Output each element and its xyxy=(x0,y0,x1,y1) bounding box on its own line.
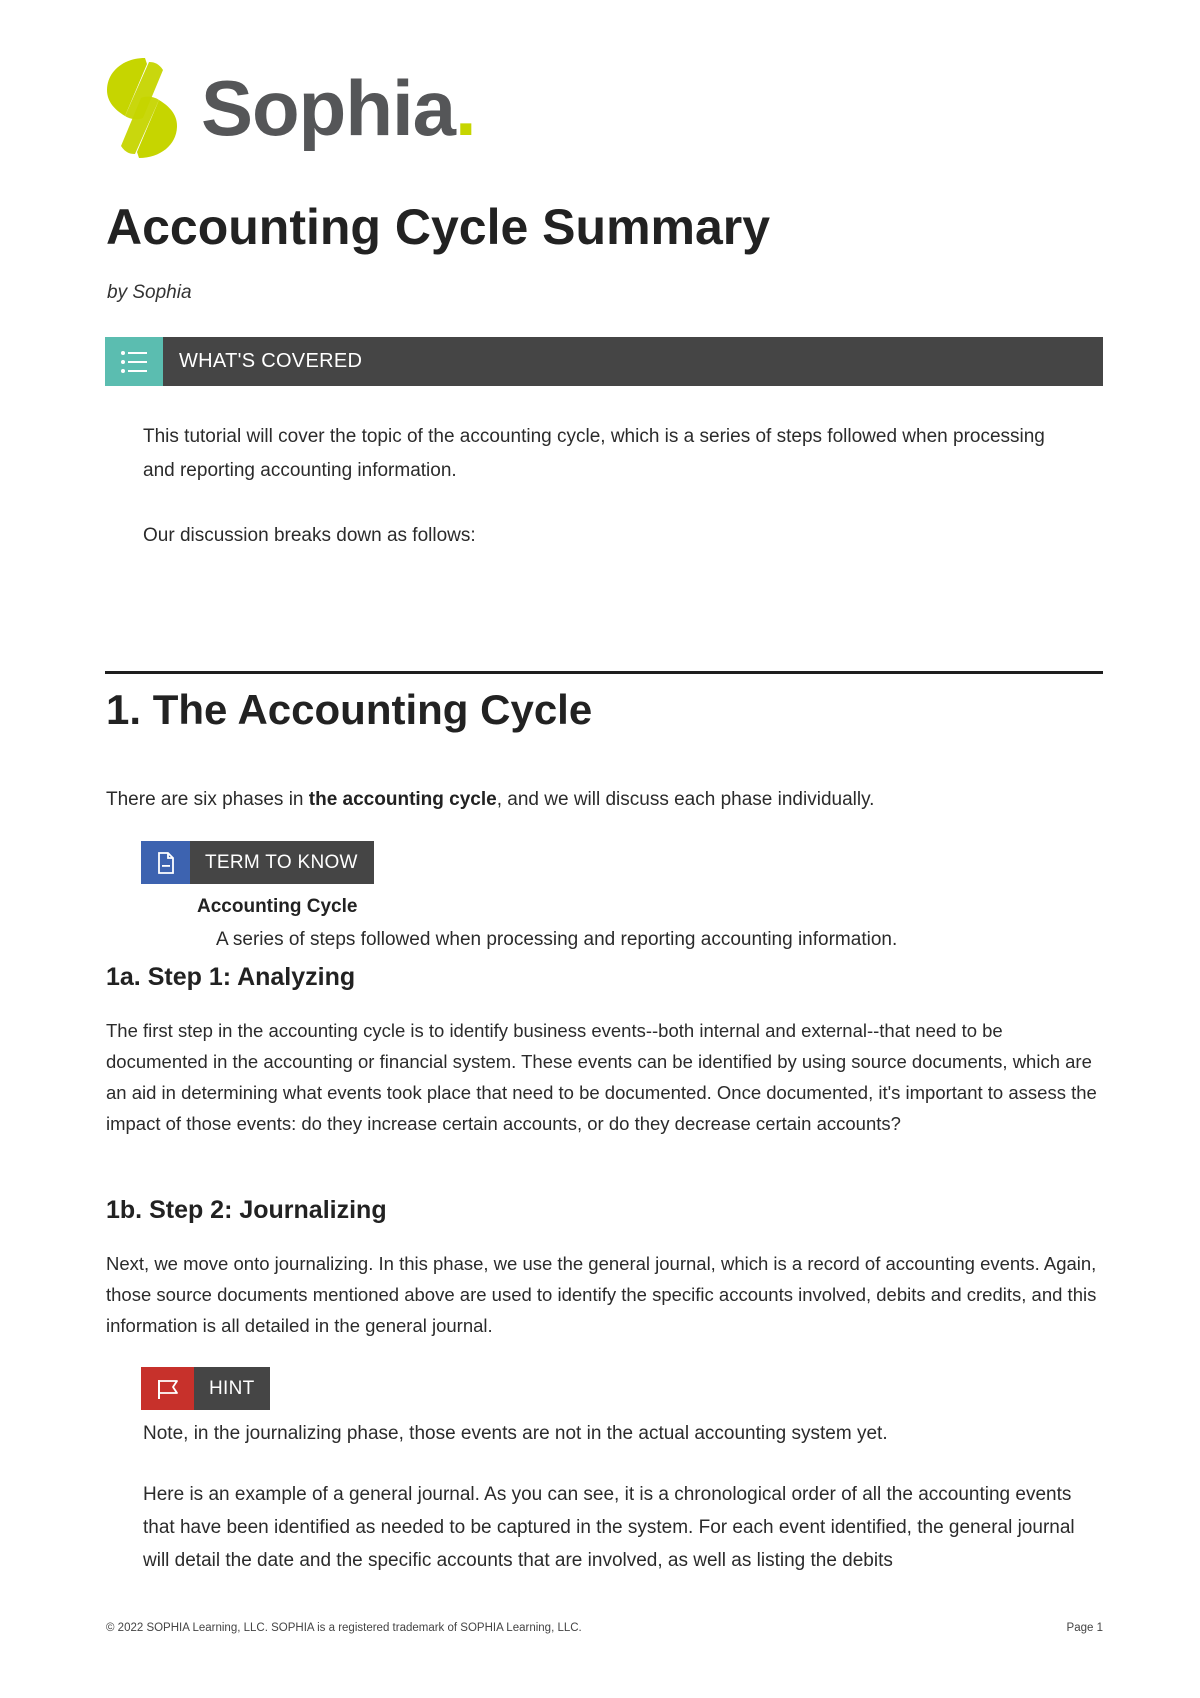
footer-page-number: Page 1 xyxy=(1066,1622,1103,1634)
hint-text: Note, in the journalizing phase, those events are not in the actual accounting system yet. xyxy=(143,1423,888,1444)
section-intro: There are six phases in the accounting cycle, and we will discuss each phase individually. xyxy=(106,789,875,810)
hint-banner xyxy=(141,1367,270,1410)
step1-paragraph: The first step in the accounting cycle is to identify business events--both internal and external--that need to be documented in the accounting or financial system. These events can be identified by using source documents, which are an aid in determining what events took place that need to be documented. Once documented, it's important to assess the impact of those events: do they increase certain accounts, or do they decrease certain accounts? xyxy=(106,1020,1097,1134)
hint-label: HINT xyxy=(194,1367,270,1410)
whats-covered-label: WHAT'S COVERED xyxy=(163,337,1103,386)
sophia-logo-wordmark: Sophia. xyxy=(201,63,476,152)
flag-icon xyxy=(141,1367,194,1410)
covered-paragraph: This tutorial will cover the topic of the accounting cycle, which is a series of steps followed when processing and reporting accounting information. xyxy=(143,426,1045,481)
document-icon xyxy=(141,841,190,884)
footer-copyright: © 2022 SOPHIA Learning, LLC. SOPHIA is a registered trademark of SOPHIA Learning, LLC. xyxy=(106,1622,582,1634)
whats-covered-banner xyxy=(105,337,1103,386)
example-paragraph: Here is an example of a general journal. As you can see, it is a chronological order of all the accounting events that have been identified as needed to be captured in the system. For each event identified, the general journal will detail the date and the specific accounts that are involved, as well as listing the debits xyxy=(143,1484,1075,1571)
byline: by Sophia xyxy=(107,282,192,303)
term-definition: A series of steps followed when processing and reporting accounting information. xyxy=(216,929,898,950)
sophia-logo-mark-icon xyxy=(105,56,179,160)
term-to-know-banner xyxy=(141,841,374,884)
section-divider xyxy=(105,671,1103,674)
term-name: Accounting Cycle xyxy=(197,896,358,917)
covered-breakdown-text: Our discussion breaks down as follows: xyxy=(143,525,476,546)
step2-paragraph: Next, we move onto journalizing. In this phase, we use the general journal, which is a record of accounting events. Again, those source documents mentioned above are used to identify the specific accounts involved, debits and credits, and this information is all detailed in the general journal. xyxy=(106,1253,1097,1336)
term-link: the accounting cycle xyxy=(308,789,497,810)
term-to-know-label: TERM TO KNOW xyxy=(190,841,374,884)
step1-heading: 1a. Step 1: Analyzing xyxy=(106,963,356,991)
step2-heading: 1b. Step 2: Journalizing xyxy=(106,1196,387,1224)
list-icon xyxy=(105,337,163,386)
section-heading: 1. The Accounting Cycle xyxy=(106,686,593,733)
sophia-logo xyxy=(105,55,476,160)
page-title: Accounting Cycle Summary xyxy=(106,199,771,255)
